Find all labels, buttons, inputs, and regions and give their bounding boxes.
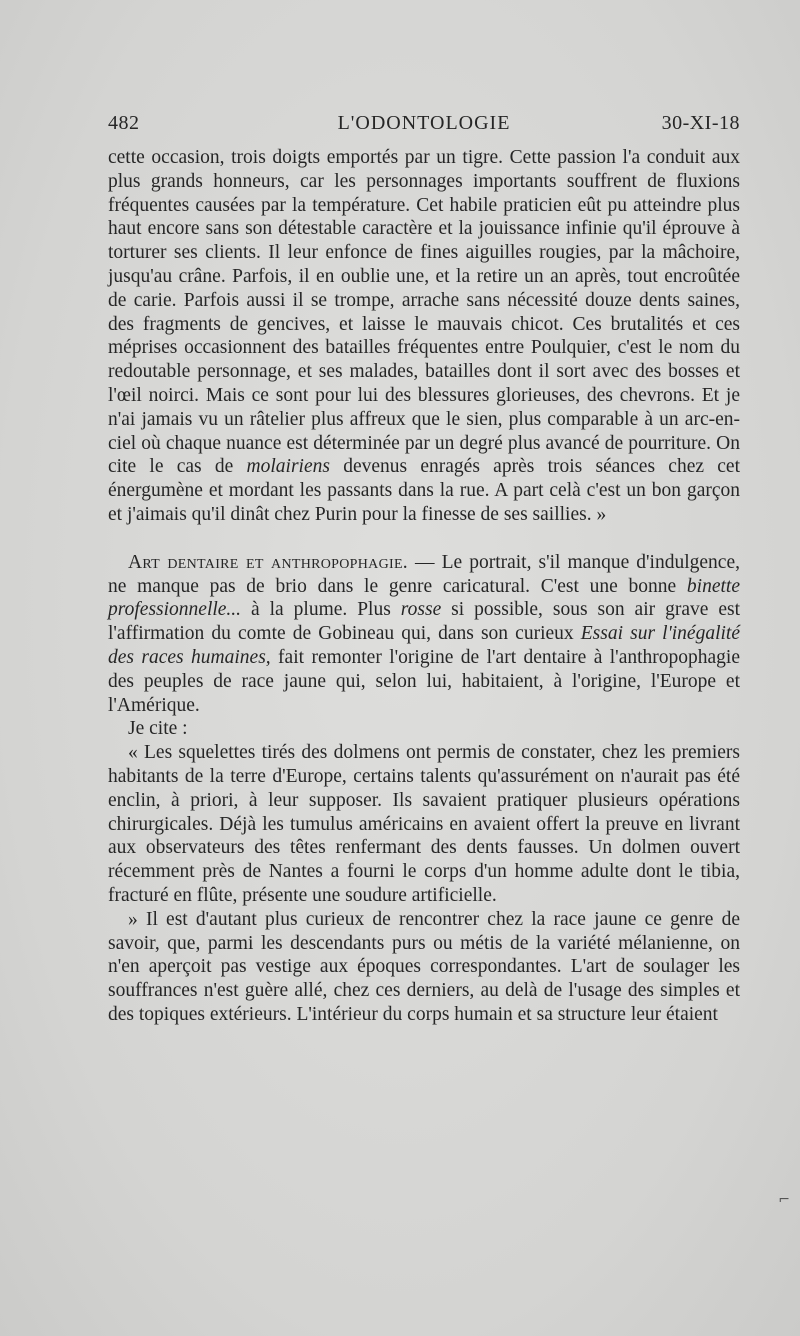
paragraph: Je cite : (128, 718, 188, 740)
article-body (108, 146, 740, 1027)
italic-phrase: binette professionnelle... (108, 575, 740, 621)
paragraph-text: à la plume. Plus (241, 599, 401, 621)
paragraph-text: fait remonter l'origine de l'art dentaire à l'anthropophagie des peuples de race jaune qui, selon lui, habitaient, à l'origine, l'Europe et l'Amérique. (108, 646, 740, 716)
italic-word: rosse (400, 599, 442, 621)
book-title: Essai sur l'inégalité des races humaines, (108, 623, 740, 668)
quote-paragraph: » Il est d'autant plus curieux de rencontrer chez la race jaune ce genre de savoir, que, parmi les descendants purs ou métis de la variété mélanienne, on n'en aperçoit pas vestige aux époques correspondantes. L'art de soulager les souffrances n'est guère allé, chez ces derniers, au delà de l'usage des simples et des topiques extérieurs. L'intérieur du corps humain et sa structure leur étaient (108, 908, 740, 1025)
journal-title: L'ODONTOLOGIE (337, 112, 511, 134)
paragraph-text: devenus enragés après trois séances chez cet énergumène et mordant les passants dans la rue. A part celà c'est un bon garçon et j'aimais qu'il dinât chez Purin pour la finesse de ses saillies. » (108, 456, 740, 525)
paragraph-text: si possible, sous son air grave est l'affirmation du comte de Gobineau qui, dans son curieux (108, 599, 740, 645)
section-heading: Art dentaire et anthropophagie. (128, 551, 408, 573)
running-header (108, 112, 740, 140)
margin-mark: ⌐ (778, 1192, 790, 1208)
paragraph-text: cette occasion, trois doigts emportés par un tigre. Cette passion l'a conduit aux plus grands honneurs, car les personnages importants souffrent de fluxions fréquentes causées par la température. Cet habile praticien eût pu atteindre plus haut encore sans son détestable caractère et la jouissance infinie qu'il éprouve à torturer ses clients. Il leur enfonce de fines aiguilles rougies, par la mâchoire, jusqu'au crâne. Parfois, il en oublie une, et la retire un an après, tout encroûtée de carie. Parfois aussi il se trompe, arrache sans nécessité douze dents saines, des fragments de gencives, et laisse le mauvais chicot. Ces brutalités et ces méprises occasionnent des batailles fréquentes entre Poulquier, c'est le nom du redoutable personnage, et ses malades, batailles dont il sort avec des bosses et l'œil noirci. Mais ce sont pour lui des blessures glorieuses, des chevrons. Et je n'ai jamais vu un râtelier plus affreux que le sien, plus comparable à un arc-en-ciel où chaque nuance est déterminée par un degré plus avancé de pourriture. On cite le cas de (108, 147, 740, 478)
issue-date: 30-XI-18 (661, 112, 740, 134)
paragraph-continued (108, 146, 740, 527)
page-number: 482 (108, 112, 140, 134)
quote-paragraph: « Les squelettes tirés des dolmens ont permis de constater, chez les premiers habitants de la terre d'Europe, certains talents qu'assurément on n'aurait pas été enclin, à priori, à leur supposer. Ils savaient pratiquer plusieurs opérations chirurgicales. Déjà les tumulus américains en avaient offert la preuve en livrant aux observateurs des têtes renfermant des dents fausses. Un dolmen ouvert récemment près de Nantes a fourni le corps d'un homme adulte dont le tibia, fracturé en flûte, présente une soudure artificielle. (108, 742, 740, 906)
italic-term: molairiens (246, 456, 330, 478)
section-gap (108, 527, 740, 551)
section-paragraph (108, 551, 740, 718)
paragraph-text: — Le portrait, s'il manque d'indulgence, ne manque pas de brio dans le genre caricatural. C'est une bonne (108, 551, 740, 597)
